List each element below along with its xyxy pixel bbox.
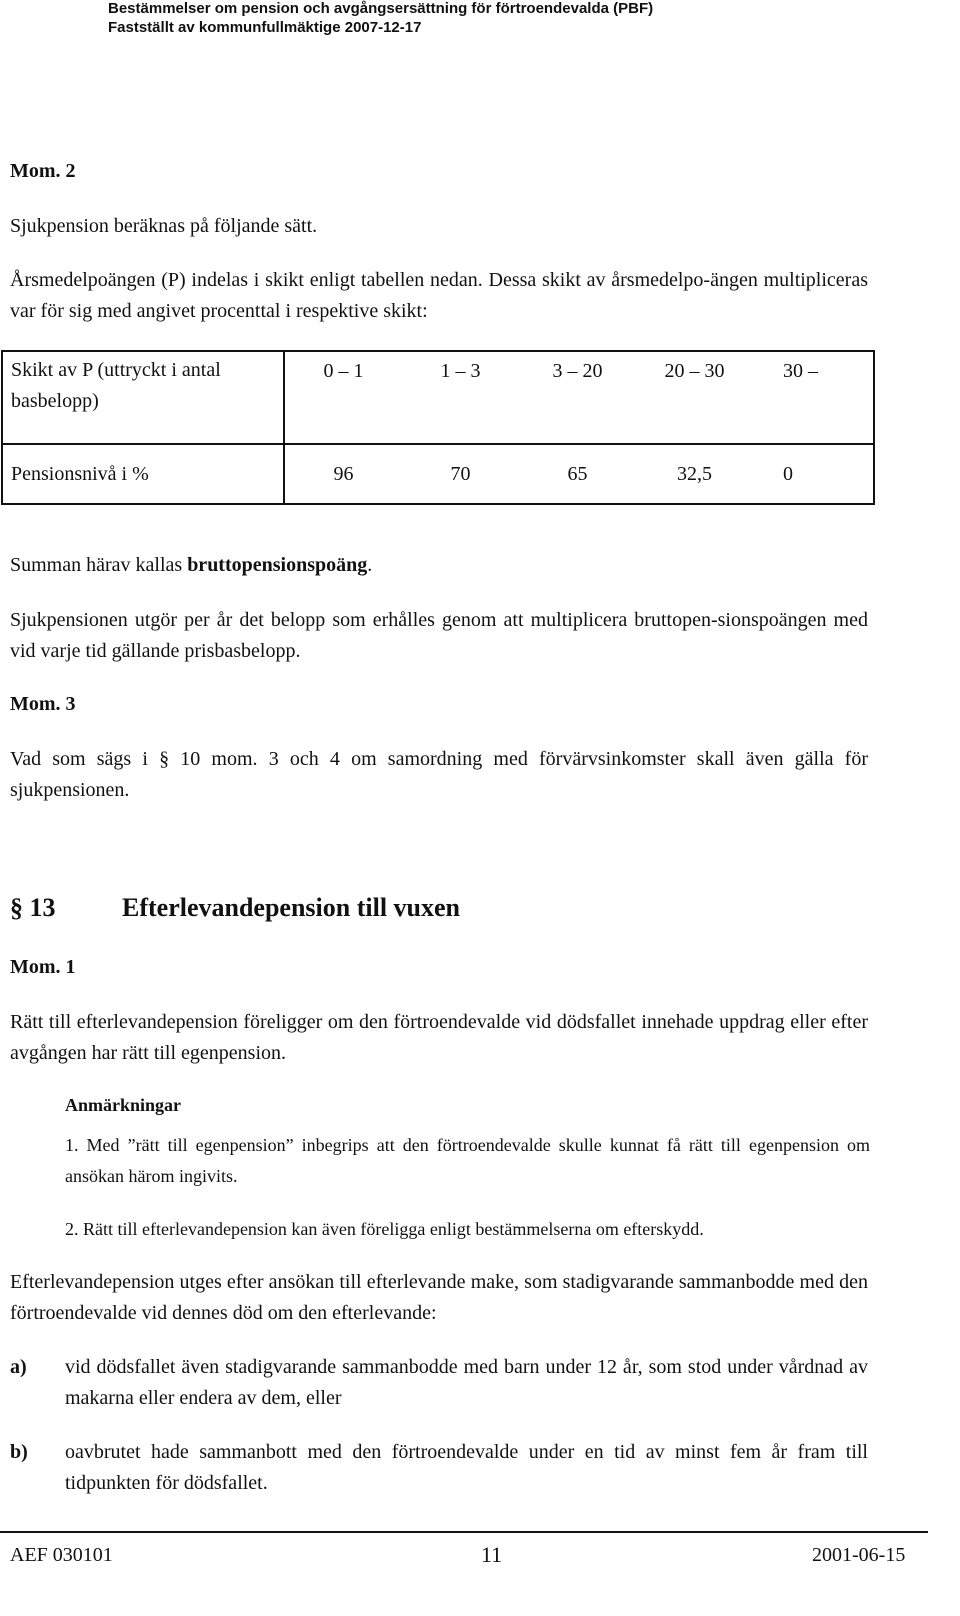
list-item-a: vid dödsfallet även stadigvarande sammanbodde med barn under 12 år, som stod under vårdnad av makarna eller endera av dem, eller <box>65 1356 868 1409</box>
table-cell: 0 – 1 <box>323 360 364 382</box>
bruttopensionspoang-term: bruttopensionspoäng <box>187 554 368 576</box>
pension-level-table <box>1 350 875 505</box>
table-cell: 30 – <box>783 360 818 382</box>
table-cell: 70 <box>450 462 471 485</box>
table-cell: 20 – 30 <box>664 360 725 382</box>
mom2-heading: Mom. 2 <box>10 160 76 182</box>
summan-period: . <box>367 554 373 576</box>
mom1-heading: Mom. 1 <box>10 956 76 978</box>
list-item-b: oavbrutet hade sammanbott med den förtroendevalde under en tid av minst fem år fram till tidpunkten för dödsfallet. <box>65 1441 868 1494</box>
note-1: 1. Med ”rätt till egenpension” inbegrips att den förtroendevalde skulle kunnat få rätt till egenpension om ansökan härom ingivits. <box>65 1135 870 1186</box>
footer-divider <box>0 1531 928 1533</box>
section-number: § 13 <box>10 893 56 922</box>
list-marker-a: a) <box>10 1356 27 1378</box>
footer-date: 2001-06-15 <box>812 1544 906 1566</box>
table-cell: 0 <box>783 462 793 485</box>
table-row <box>2 444 874 504</box>
table-row-label: Pensionsnivå i % <box>2 444 284 504</box>
table-cell: 1 – 3 <box>440 360 481 382</box>
note-2: 2. Rätt till efterlevandepension kan även föreligga enligt bestämmelserna om efterskydd. <box>65 1219 704 1239</box>
mom1-paragraph: Rätt till efterlevandepension föreligger om den förtroendevalde vid dödsfallet innehade uppdrag eller efter avgången har rätt till egenpension. <box>10 1011 868 1064</box>
table-cell: 96 <box>333 462 354 485</box>
mom2-paragraph-1: Sjukpension beräknas på följande sätt. <box>10 215 318 237</box>
document-header-title: Bestämmelser om pension och avgångsersättning för förtroendevalda (PBF) <box>108 0 654 17</box>
table-cell: 32,5 <box>677 462 712 485</box>
table-cell: 3 – 20 <box>552 360 603 382</box>
efterlevande-paragraph: Efterlevandepension utges efter ansökan till efterlevande make, som stadigvarande sammanbodde med den förtroendevalde vid dennes död om den efterlevande: <box>10 1271 868 1324</box>
summan-paragraph <box>10 550 900 581</box>
table-row-label: Skikt av P (uttryckt i antal basbelopp) <box>2 351 284 444</box>
document-header-subtitle: Fastställt av kommunfullmäktige 2007-12-17 <box>108 19 422 36</box>
mom3-heading: Mom. 3 <box>10 693 76 715</box>
list-marker-b: b) <box>10 1441 28 1463</box>
section-title: Efterlevandepension till vuxen <box>122 893 461 922</box>
footer-page-number: 11 <box>481 1542 503 1567</box>
table-cell-group <box>284 444 874 504</box>
notes-heading: Anmärkningar <box>65 1095 182 1115</box>
mom2-paragraph-2: Årsmedelpoängen (P) indelas i skikt enligt tabellen nedan. Dessa skikt av årsmedelpo-ängen multipliceras var för sig med angivet procenttal i respektive skikt: <box>10 269 868 322</box>
table-row <box>2 351 874 444</box>
summan-text: Summan härav kallas <box>10 554 188 576</box>
footer-document-id: AEF 030101 <box>10 1544 113 1566</box>
sjukpension-paragraph: Sjukpensionen utgör per år det belopp som erhålles genom att multiplicera bruttopen-sionspoängen med vid varje tid gällande prisbasbelopp. <box>10 609 868 662</box>
table-cell: 65 <box>567 462 588 485</box>
table-cell-group <box>284 351 874 444</box>
mom3-paragraph: Vad som sägs i § 10 mom. 3 och 4 om samordning med förvärvsinkomster skall även gälla för sjukpensionen. <box>10 748 868 801</box>
